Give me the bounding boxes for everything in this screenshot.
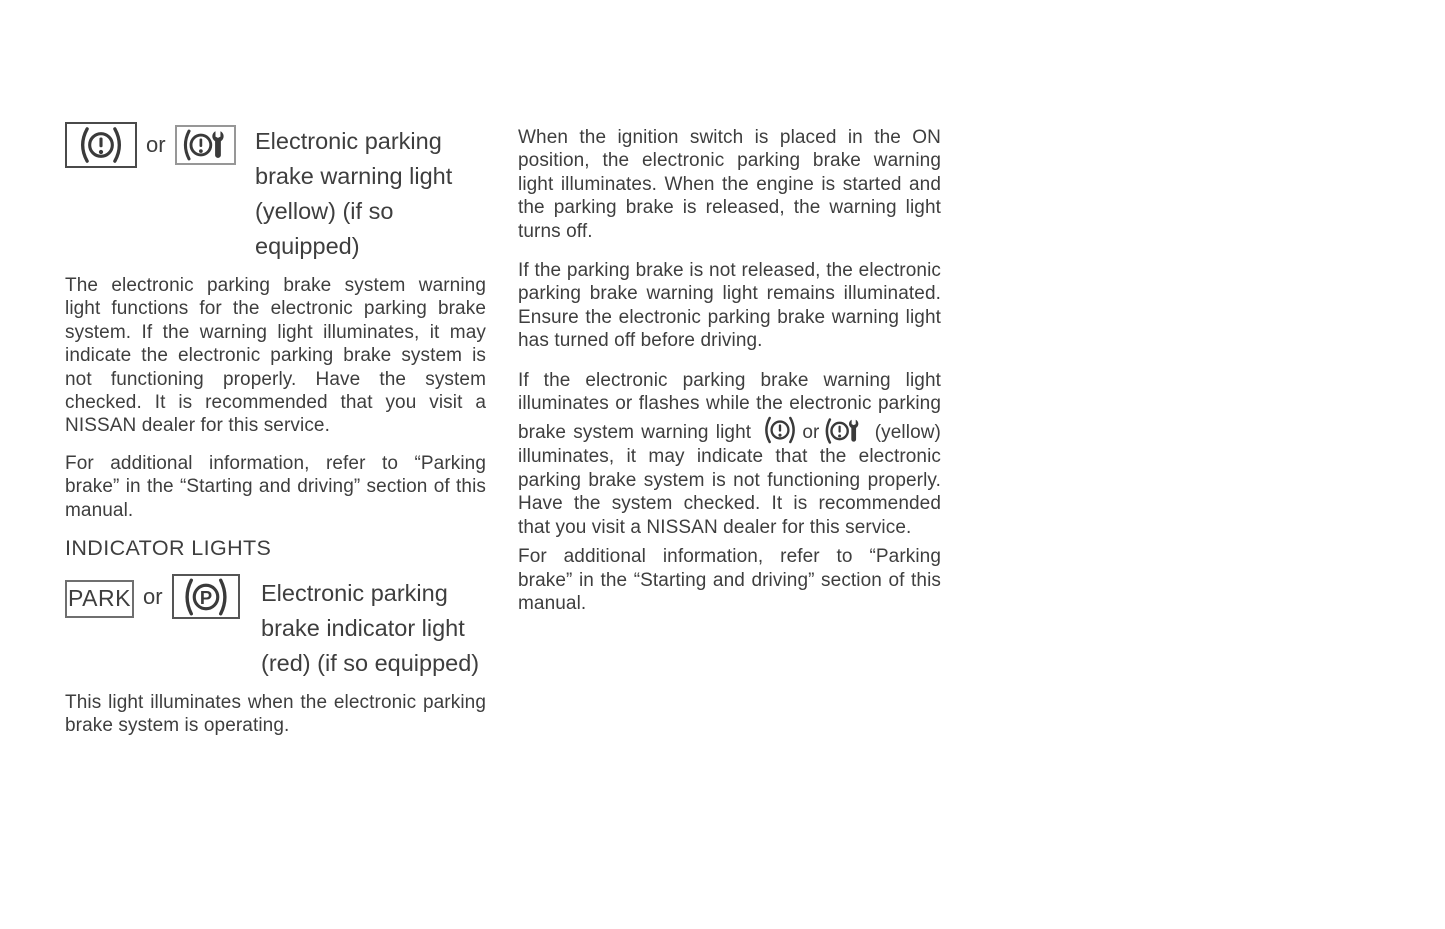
para3-text-before: If the electronic parking brake warning light illuminates or flashes while the electronic parking brake system warning light — [518, 369, 941, 444]
indicator-light-caption: Electronic parking brake indicator light (red) (if so equipped) — [261, 580, 480, 677]
warning-light-icons — [65, 122, 255, 168]
right-paragraph-2: If the parking brake is not released, the electronic parking brake warning light remains illuminated. Ensure the electronic parking brake warning light has turned off before driving. — [518, 260, 941, 352]
warning-paragraph-2: For additional information, refer to “Parking brake” in the “Starting and driving” section of this manual. — [65, 452, 486, 521]
brake-service-wrench-icon — [175, 125, 236, 165]
park-indicator-icon — [65, 580, 134, 618]
right-paragraph-1: When the ignition switch is placed in the ON position, the electronic parking brake warning light illuminates. When the engine is started and the parking brake is released, the warning light turns off. — [518, 127, 941, 242]
warning-light-caption: Electronic parking brake warning light (yellow) (if so equipped) — [255, 128, 453, 259]
brake-warning-icon — [761, 415, 799, 445]
warning-light-row — [65, 122, 486, 264]
indicator-light-row — [65, 574, 486, 681]
brake-service-wrench-icon — [822, 417, 864, 445]
indicator-paragraph-1: This light illuminates when the electronic parking brake system is operating. — [65, 692, 486, 737]
parking-brake-p-icon — [172, 574, 240, 619]
svg-text:P: P — [199, 586, 212, 608]
right-column — [518, 126, 941, 631]
indicator-lights-heading: INDICATOR LIGHTS — [65, 536, 272, 561]
left-column — [65, 122, 486, 752]
para3-text-after: (yellow) illuminates, it may indicate that the electronic parking brake system is not functioning properly. Have the system checked. It is recommended that you visit a NISSAN dealer for this service. — [518, 422, 941, 538]
or-label: or — [143, 583, 163, 609]
right-paragraph-3 — [518, 369, 941, 539]
brake-warning-icon — [65, 122, 137, 168]
or-label: or — [146, 132, 166, 157]
park-indicator-label: PARK — [68, 585, 131, 612]
indicator-light-icons — [65, 574, 250, 619]
right-paragraph-4: For additional information, refer to “Parking brake” in the “Starting and driving” section of this manual. — [518, 546, 941, 614]
warning-paragraph-1: The electronic parking brake system warning light functions for the electronic parking brake system. If the warning light illuminates, it may indicate the electronic parking brake system is not functioning properly. Have the system checked. It is recommended that you visit a NISSAN dealer for this service. — [65, 275, 486, 437]
para3-or: or — [802, 422, 820, 444]
